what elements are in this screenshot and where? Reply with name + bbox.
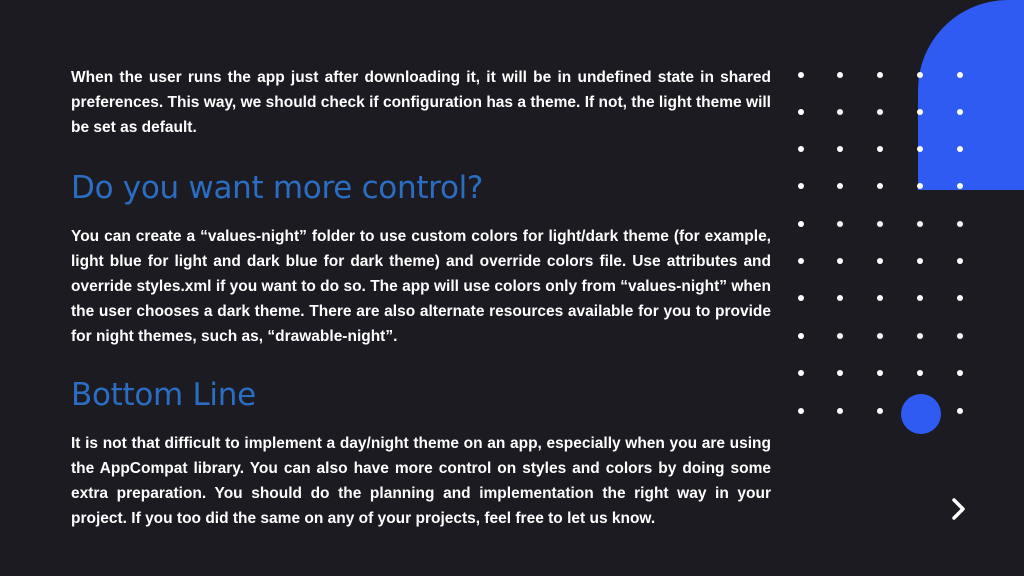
decor-dot (837, 333, 843, 339)
decor-dot (798, 370, 804, 376)
decor-dot (798, 221, 804, 227)
decor-dot (917, 146, 923, 152)
decor-dot (798, 183, 804, 189)
decor-dot (837, 258, 843, 264)
decor-dot (957, 183, 963, 189)
decor-dot (917, 183, 923, 189)
decor-dot (877, 221, 883, 227)
decor-dot (837, 72, 843, 78)
decor-dot (917, 295, 923, 301)
decor-dot (798, 333, 804, 339)
decor-dot (798, 146, 804, 152)
decor-dot (877, 408, 883, 414)
control-paragraph: You can create a “values-night” folder to use custom colors for light/dark theme (for example, light blue for light and dark blue for dark theme) and override colors file. Use attributes and override styles.xml if you want to do so. The app will use colors only from “values-night” when the user chooses a dark theme. There are also alternate resources available for you to provide for night themes, such as, “drawable-night”. (71, 228, 771, 345)
decor-dot (957, 221, 963, 227)
decor-dot (837, 221, 843, 227)
decor-dot (877, 183, 883, 189)
decor-dot (957, 333, 963, 339)
decor-dot (917, 221, 923, 227)
decor-dot (957, 295, 963, 301)
decor-dot (957, 72, 963, 78)
decor-dot (957, 146, 963, 152)
decor-dot (877, 146, 883, 152)
decor-dot (837, 109, 843, 115)
decor-dot (798, 258, 804, 264)
intro-paragraph: When the user runs the app just after downloading it, it will be in undefined state in shared preferences. This way, we should check if configuration has a theme. If not, the light theme will be set as default. (71, 69, 771, 136)
decor-dot (917, 109, 923, 115)
decor-dot (798, 109, 804, 115)
decor-dot (798, 295, 804, 301)
decor-dot (798, 72, 804, 78)
chevron-right-icon (946, 496, 972, 522)
decor-dot (957, 109, 963, 115)
decor-dot (837, 408, 843, 414)
decor-dot (957, 258, 963, 264)
decor-dot (877, 370, 883, 376)
decor-dot (837, 146, 843, 152)
decor-dot (837, 183, 843, 189)
decor-dot (877, 258, 883, 264)
decor-dot (957, 408, 963, 414)
decor-dot (917, 72, 923, 78)
decor-accent-circle (901, 394, 941, 434)
decor-dot (877, 295, 883, 301)
heading-bottom-line: Bottom Line (71, 377, 256, 413)
decor-dot (877, 72, 883, 78)
decor-dot (957, 370, 963, 376)
decor-dot (917, 333, 923, 339)
decor-dot (917, 258, 923, 264)
decor-dot (917, 370, 923, 376)
decor-dot (798, 408, 804, 414)
decor-dot (877, 333, 883, 339)
bottom-line-paragraph: It is not that difficult to implement a day/night theme on an app, especially when you are using the AppCompat library. You can also have more control on styles and colors by doing some extra preparation. You should do the planning and implementation the right way in your project. If you too did the same on any of your projects, feel free to let us know. (71, 435, 771, 527)
heading-more-control: Do you want more control? (71, 170, 484, 206)
decor-dot (837, 370, 843, 376)
next-slide-button[interactable] (946, 496, 972, 522)
decor-dot (877, 109, 883, 115)
decor-dot (837, 295, 843, 301)
